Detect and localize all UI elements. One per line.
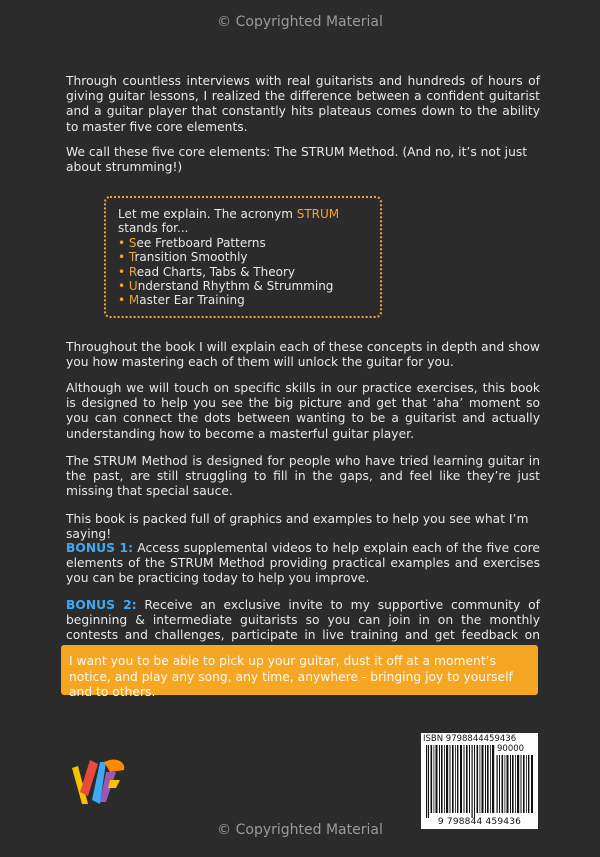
list-item: • Transition Smoothly xyxy=(118,250,248,265)
watermark-top: © Copyrighted Material xyxy=(217,14,383,30)
strum-acronym-box xyxy=(104,196,382,318)
bonus-2-label: BONUS 2: xyxy=(66,598,137,612)
strum-box-intro: Let me explain. The acronym STRUM stands for... xyxy=(118,207,340,236)
list-item: • Read Charts, Tabs & Theory xyxy=(118,264,295,279)
bullet-icon: • xyxy=(118,293,129,308)
isbn-barcode xyxy=(421,733,538,829)
list-item: • Understand Rhythm & Strumming xyxy=(118,279,334,294)
barcode-bars xyxy=(421,733,538,829)
bullet-icon: • xyxy=(118,235,129,250)
intro-paragraph-2: We call these five core elements: The STRUM Method. (And no, it’s not just about strumming!) xyxy=(66,145,528,175)
bonus-2-paragraph: BONUS 2: Receive an exclusive invite to my supportive community of beginning & intermediate guitarists so you can join in on the monthly contests and challenges, participate in live training and get feedback on xyxy=(66,598,540,643)
strum-list xyxy=(118,236,370,308)
list-item: • Master Ear Training xyxy=(118,293,245,308)
body-paragraph-1: Throughout the book I will explain each of these concepts in depth and show you how mastering each of them will unlock the guitar for you. xyxy=(66,340,540,370)
strum-acronym: STRUM xyxy=(296,207,340,221)
bullet-icon: • xyxy=(118,264,129,279)
body-paragraph-4: This book is packed full of graphics and examples to help you see what I’m saying! xyxy=(66,512,529,542)
call-to-action-banner: I want you to be able to pick up your guitar, dust it off at a moment’s notice, and play any song, any time, anywhere - bringing joy to yourself and to others. xyxy=(61,645,538,695)
bullet-icon: • xyxy=(118,279,129,294)
body-paragraph-2: Although we will touch on specific skills in our practice exercises, this book is designed to help you see the big picture and get that ‘aha’ moment so you can connect the dots between wanting to be a guitarist and actually understanding how to become a masterful guitar player. xyxy=(66,381,540,441)
bullet-icon: • xyxy=(118,250,129,265)
publisher-logo-icon xyxy=(70,752,140,812)
intro-paragraph-1: Through countless interviews with real guitarists and hundreds of hours of giving guitar lessons, I realized the difference between a confident guitarist and a guitar player that constantly hits plateaus comes down to the ability to master five core elements. xyxy=(66,74,540,134)
bonus-1-label: BONUS 1: xyxy=(66,541,134,555)
isbn-label: ISBN 9798844459436 xyxy=(423,734,517,744)
price-code: 90000 xyxy=(497,744,525,754)
bonus-1-paragraph: BONUS 1: Access supplemental videos to help explain each of the five core elements of the STRUM Method providing practical examples and exercises you can be practicing today to help you improve. xyxy=(66,541,540,586)
body-paragraph-3: The STRUM Method is designed for people who have tried learning guitar in the past, are still struggling to fill in the gaps, and feel like they’re just missing that special sauce. xyxy=(66,454,540,499)
watermark-bottom: © Copyrighted Material xyxy=(217,822,383,838)
barcode-digits: 9 798844 459436 xyxy=(437,817,522,827)
list-item: • See Fretboard Patterns xyxy=(118,235,266,250)
